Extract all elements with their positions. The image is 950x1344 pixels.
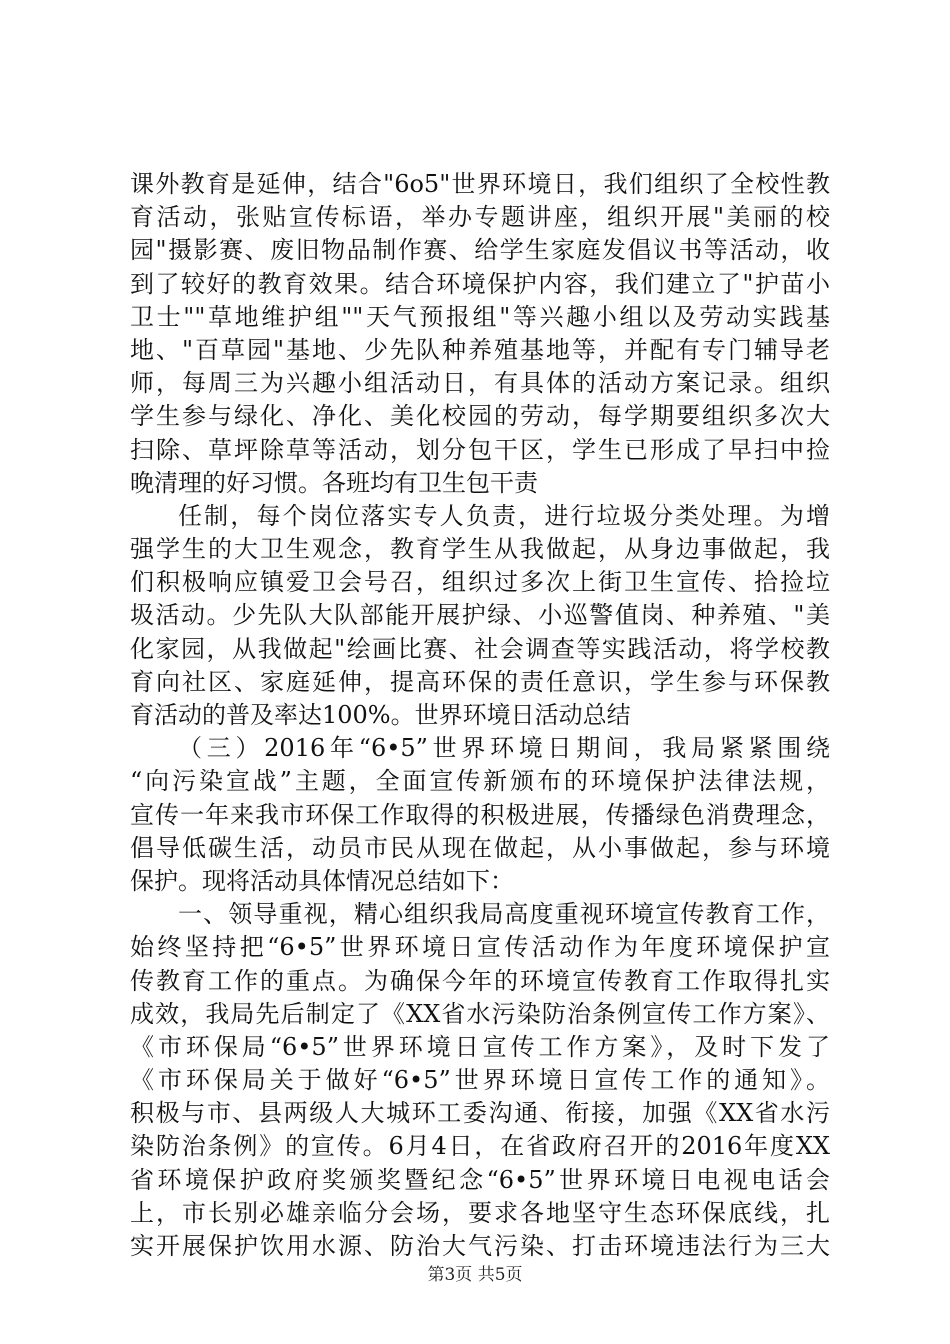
page-number-footer: 第3页 共5页 bbox=[427, 1265, 523, 1285]
text-line: 卫士""草地维护组""天气预报组"等兴趣小组以及劳动实践基 bbox=[130, 302, 830, 331]
body-text bbox=[130, 168, 830, 1263]
text-line: 育活动，张贴宣传标语，举办专题讲座，组织开展"美丽的校 bbox=[130, 203, 830, 232]
text-line: 宣传一年来我市环保工作取得的积极进展，传播绿色消费理念， bbox=[130, 800, 830, 829]
text-line: 到了较好的教育效果。结合环境保护内容，我们建立了"护苗小 bbox=[130, 269, 830, 298]
text-line: 任制，每个岗位落实专人负责，进行垃圾分类处理。为增 bbox=[178, 501, 830, 530]
text-line: 始终坚持把“6•5”世界环境日宣传活动作为年度环境保护宣 bbox=[130, 933, 830, 962]
text-line: 育向社区、家庭延伸，提高环保的责任意识，学生参与环保教 bbox=[130, 667, 830, 696]
text-line: （三）2016年“6•5”世界环境日期间，我局紧紧围绕 bbox=[178, 734, 830, 763]
text-line: 园"摄影赛、废旧物品制作赛、给学生家庭发倡议书等活动，收 bbox=[130, 236, 830, 265]
text-line: 保护。现将活动具体情况总结如下： bbox=[130, 866, 514, 895]
text-line: “向污染宣战”主题，全面宣传新颁布的环境保护法律法规， bbox=[130, 767, 830, 796]
text-line: 课外教育是延伸，结合"6o5"世界环境日，我们组织了全校性教 bbox=[130, 170, 830, 198]
text-line: 积极与市、县两级人大城环工委沟通、衔接，加强《XX省水污 bbox=[130, 1099, 830, 1128]
text-line: 育活动的普及率达100%。世界环境日活动总结 bbox=[130, 701, 631, 729]
text-line: 传教育工作的重点。为确保今年的环境宣传教育工作取得扎实 bbox=[130, 966, 830, 995]
text-line: 圾活动。少先队大队部能开展护绿、小巡警值岗、种养殖、"美 bbox=[130, 601, 830, 630]
text-line: 成效，我局先后制定了《XX省水污染防治条例宣传工作方案》、 bbox=[130, 999, 830, 1028]
text-line: 一、领导重视，精心组织我局高度重视环境宣传教育工作， bbox=[178, 900, 830, 929]
text-line: 地、"百草园"基地、少先队种养殖基地等，并配有专门辅导老 bbox=[130, 335, 830, 364]
text-line: 倡导低碳生活，动员市民从现在做起，从小事做起，参与环境 bbox=[130, 833, 830, 862]
text-line: 上，市长别必雄亲临分会场，要求各地坚守生态环保底线，扎 bbox=[130, 1198, 830, 1227]
text-line: 化家园，从我做起"绘画比赛、社会调查等实践活动，将学校教 bbox=[130, 634, 830, 663]
text-line: 们积极响应镇爱卫会号召，组织过多次上街卫生宣传、拾捡垃 bbox=[130, 568, 830, 597]
text-line: 师，每周三为兴趣小组活动日，有具体的活动方案记录。组织 bbox=[130, 369, 830, 398]
text-line: 《市环保局关于做好“6•5”世界环境日宣传工作的通知》。 bbox=[130, 1066, 830, 1095]
text-line: 强学生的大卫生观念，教育学生从我做起，从身边事做起，我 bbox=[130, 535, 830, 564]
text-line: 染防治条例》的宣传。6月4日，在省政府召开的2016年度XX bbox=[130, 1132, 830, 1161]
text-line: 学生参与绿化、净化、美化校园的劳动，每学期要组织多次大 bbox=[130, 402, 830, 431]
text-line: 省环境保护政府奖颁奖暨纪念“6•5”世界环境日电视电话会 bbox=[130, 1165, 830, 1194]
text-line: 晚清理的好习惯。各班均有卫生包干责 bbox=[130, 468, 538, 497]
text-line: 扫除、草坪除草等活动，划分包干区，学生已形成了早扫中捡 bbox=[130, 435, 830, 464]
text-line: 实开展保护饮用水源、防治大气污染、打击环境违法行为三大 bbox=[130, 1232, 830, 1260]
text-line: 《市环保局“6•5”世界环境日宣传工作方案》，及时下发了 bbox=[130, 1032, 830, 1061]
